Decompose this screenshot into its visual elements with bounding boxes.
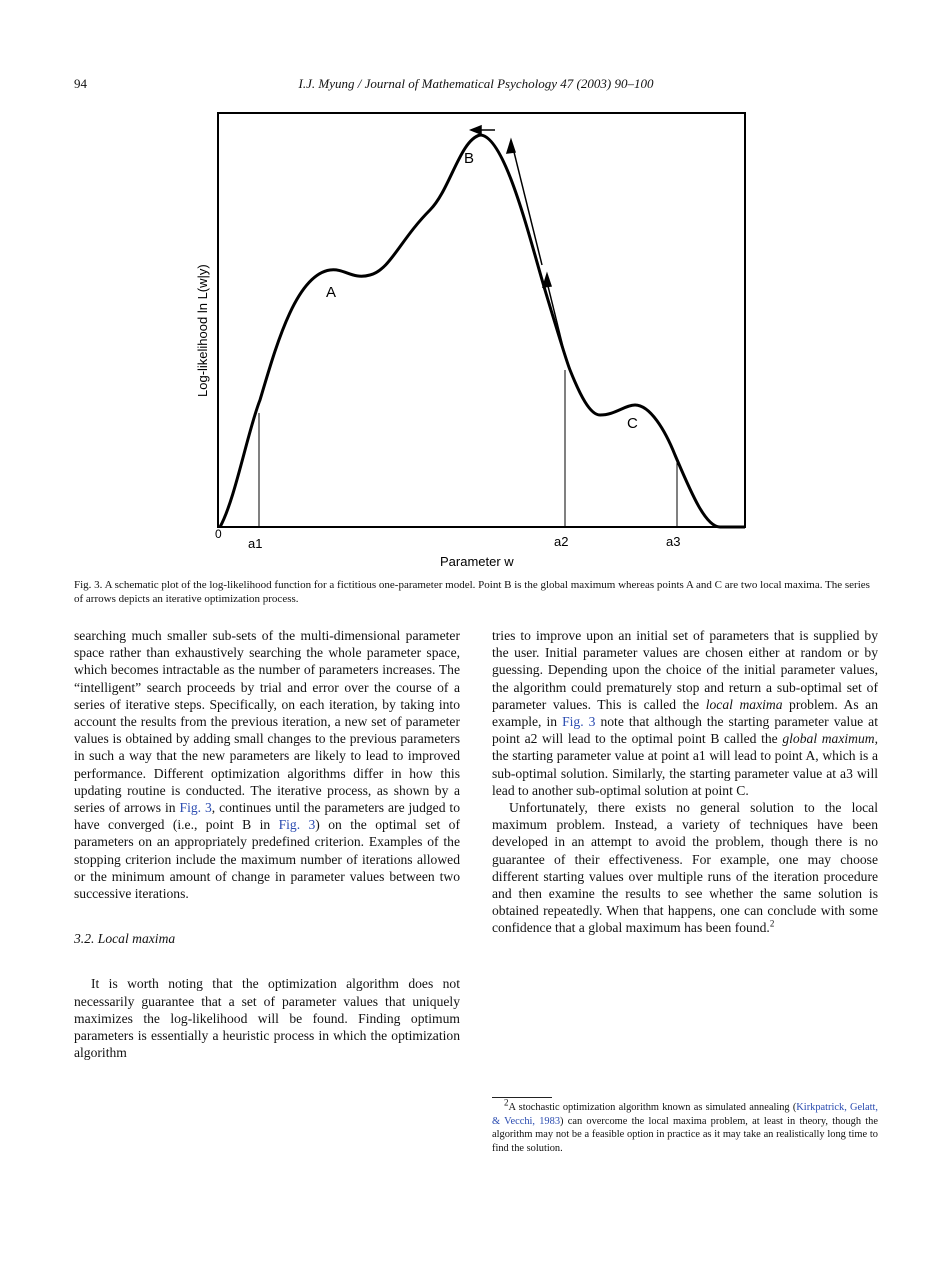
optimization-arrows (471, 126, 565, 355)
origin-label: 0 (215, 527, 222, 541)
section-heading: 3.2. Local maxima (74, 931, 176, 947)
body-paragraph: Unfortunately, there exists no general solution to the local maximum problem. Instead, a variety of techniques have been developed in an attempt to avoid the problem, though there is no guarantee of their effectiveness. For example, one may choose different starting values over multiple runs of the iteration procedure and then examine the results to see whether the same solution is obtained repeatedly. When that happens, one can conclude with some confidence that a global maximum has been found.$^2$ (492, 800, 878, 936)
footnote: 2A stochastic optimization algorithm known as simulated annealing (Kirkpatrick, Gelatt, & Vecchi, 1983) can overcome the local maxima problem, at least in theory, though the algorithm may not be a feasible option in practice as it may take an realistically long time to find the solution. (492, 1097, 878, 1154)
y-axis-label: Log-likelihood ln L(w|y) (195, 264, 210, 397)
running-head: I.J. Myung / Journal of Mathematical Psychology 47 (2003) 90–100 (298, 76, 654, 91)
left-column (74, 627, 460, 1061)
body-paragraph: It is worth noting that the optimization algorithm does not necessarily guarantee that a set of parameter values that uniquely maximizes the log-likelihood will be found. Finding optimum parameters is essentially a heuristic process in which the optimization algorithm (74, 976, 460, 1061)
footnote-marker[interactable]: 2 (769, 918, 775, 929)
point-label-b: B (464, 150, 475, 167)
log-likelihood-plot (190, 100, 770, 570)
right-column (492, 627, 878, 937)
body-paragraph: searching much smaller sub-sets of the multi-dimensional parameter space rather than exhaustively searching the whole parameter space, which becomes intractable as the number of parameters increases. The “intelligent” search proceeds by trial and error over the course of a series of iterative steps. Specifically, on each iteration, by taking into account the results from the previous iteration, a new set of parameter values is obtained by adding small changes to the previous parameters in such a way that the new parameters are likely to lead to improved performance. Different optimization algorithms differ in how this updating routine is conducted. The iterative process, as shown by a series of arrows in Fig. 3, continues until the parameters are judged to have converged (i.e., point B in Fig. 3) on the optimal set of parameters on an appropriately predefined criterion. Examples of the stopping criterion include the maximum number of iterations allowed or the minimum amount of change in parameter values between two successive iterations. (74, 628, 461, 902)
log-likelihood-curve (220, 135, 745, 527)
figure-3 (190, 100, 770, 580)
x-axis-label: Parameter w (440, 554, 514, 569)
body-paragraph: tries to improve upon an initial set of parameters that is supplied by the user. Initial parameter values are chosen either at random or by guessing. Depending upon the choice of the initial parameter values, the algorithm could prematurely stop and return a sub-optimal set of parameter values. This is called the local maxima problem. As an example, in Fig. 3 note that although the starting parameter value at point a2 will lead to the optimal point B called the global maximum, the starting parameter value at point a1 will lead to point A, which is a sub-optimal solution. Similarly, the starting parameter value at a3 will lead to another sub-optimal solution at point C. (492, 628, 878, 798)
figure-caption: Fig. 3. A schematic plot of the log-likelihood function for a fictitious one-parameter model. Point B is the global maximum whereas points A and C are two local maxima. The series of arrows depicts an iterative optimization process. (74, 579, 870, 605)
tick-label-a3: a3 (666, 534, 681, 549)
figure-reference-link[interactable]: Fig. 3 (562, 714, 596, 730)
point-label-c: C (627, 415, 638, 432)
figure-reference-link[interactable]: Fig. 3 (179, 800, 212, 816)
page-number: 94 (74, 76, 87, 91)
footnote-divider (492, 1097, 552, 1098)
figure-reference-link[interactable]: Fig. 3 (278, 817, 316, 833)
citation-link[interactable]: Kirkpatrick, Gelatt, & Vecchi, 1983 (492, 1102, 878, 1127)
point-label-a: A (326, 284, 337, 301)
plot-frame (218, 113, 745, 527)
tick-label-a2: a2 (554, 534, 569, 549)
tick-label-a1: a1 (248, 536, 263, 551)
